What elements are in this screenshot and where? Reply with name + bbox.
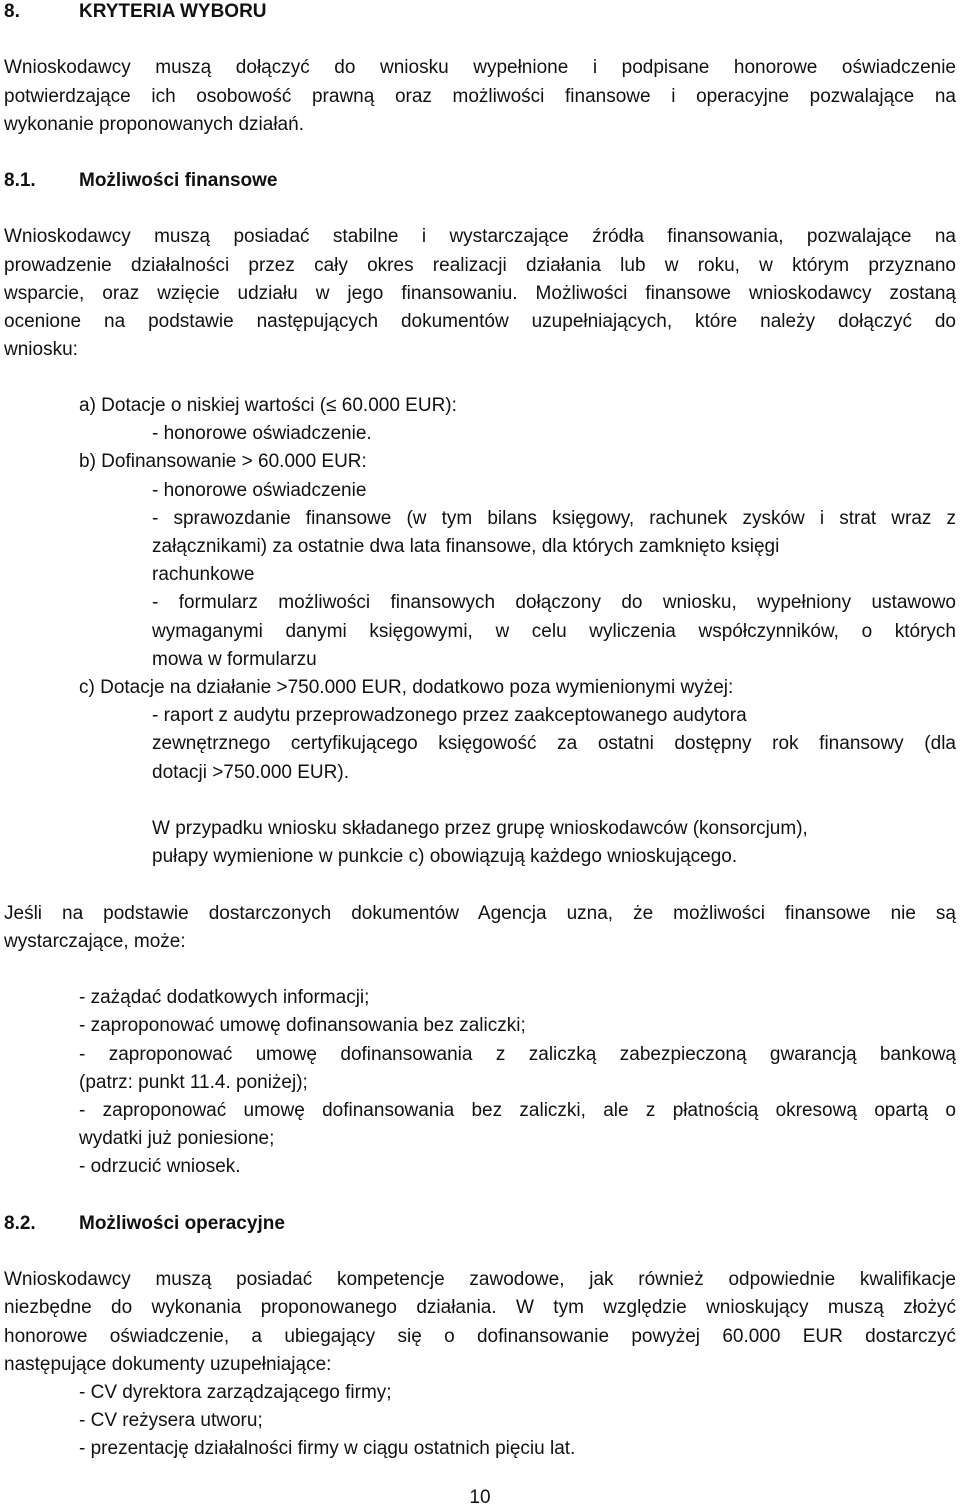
paragraph-line: Jeśli na podstawie dostarczonych dokumentów Agencja uzna, że możliwości finansowe nie są <box>4 903 956 924</box>
list-item: - odrzucić wniosek. <box>79 1156 241 1177</box>
page-number: 10 <box>469 1487 491 1508</box>
list-item: - honorowe oświadczenie. <box>152 423 372 444</box>
list-item: - honorowe oświadczenie <box>152 480 367 501</box>
paragraph-line: pułapy wymienione w punkcie c) obowiązują każdego wnioskującego. <box>152 846 738 867</box>
section-number: 8. <box>4 1 20 22</box>
paragraph-line: prowadzenie działalności przez cały okres realizacji działania lub w roku, w którym przyznano <box>4 255 956 276</box>
paragraph-line: ocenione na podstawie następujących dokumentów uzupełniających, które należy dołączyć do <box>4 311 956 332</box>
list-item: b) Dofinansowanie > 60.000 EUR: <box>79 451 367 472</box>
list-item: c) Dotacje na działanie >750.000 EUR, dodatkowo poza wymienionymi wyżej: <box>79 677 734 698</box>
paragraph-line: wystarczające, może: <box>4 931 186 952</box>
list-item: - formularz możliwości finansowych dołączony do wniosku, wypełniony ustawowo <box>152 592 956 613</box>
paragraph-line: Wnioskodawcy muszą dołączyć do wniosku wypełnione i podpisane honorowe oświadczenie <box>4 57 956 78</box>
paragraph-line: honorowe oświadczenie, a ubiegający się o dofinansowanie powyżej 60.000 EUR dostarczyć <box>4 1326 956 1347</box>
list-item: - sprawozdanie finansowe (w tym bilans księgowy, rachunek zysków i strat wraz z <box>152 508 956 529</box>
paragraph-line: następujące dokumenty uzupełniające: <box>4 1354 332 1375</box>
list-item: - zaproponować umowę dofinansowania z zaliczką zabezpieczoną gwarancją bankową <box>79 1044 956 1065</box>
list-item: - raport z audytu przeprowadzonego przez zaakceptowanego audytora <box>152 705 747 726</box>
section-title: KRYTERIA WYBORU <box>79 1 267 22</box>
list-item: - CV reżysera utworu; <box>79 1410 263 1431</box>
list-item: załącznikami) za ostatnie dwa lata finansowe, dla których zamknięto księgi <box>152 536 780 557</box>
list-item: - prezentację działalności firmy w ciągu ostatnich pięciu lat. <box>79 1438 576 1459</box>
subsection-number: 8.2. <box>4 1213 36 1234</box>
list-item: (patrz: punkt 11.4. poniżej); <box>79 1072 308 1093</box>
list-item: wydatki już poniesione; <box>79 1128 275 1149</box>
paragraph-line: Wnioskodawcy muszą posiadać stabilne i wystarczające źródła finansowania, pozwalające na <box>4 226 956 247</box>
list-item: zewnętrznego certyfikującego księgowość za ostatni dostępny rok finansowy (dla <box>152 733 956 754</box>
subsection-number: 8.1. <box>4 170 36 191</box>
list-item: rachunkowe <box>152 564 255 585</box>
list-item: - zaproponować umowę dofinansowania bez zaliczki; <box>79 1015 526 1036</box>
list-item: mowa w formularzu <box>152 649 317 670</box>
subsection-title: Możliwości operacyjne <box>79 1213 285 1234</box>
list-item: wymaganymi danymi księgowymi, w celu wyliczenia współczynników, o których <box>152 621 956 642</box>
subsection-title: Możliwości finansowe <box>79 170 278 191</box>
paragraph-line: potwierdzające ich osobowość prawną oraz możliwości finansowe i operacyjne pozwalające na <box>4 86 956 107</box>
paragraph-line: Wnioskodawcy muszą posiadać kompetencje zawodowe, jak również odpowiednie kwalifikacje <box>4 1269 956 1290</box>
paragraph-line: W przypadku wniosku składanego przez grupę wnioskodawców (konsorcjum), <box>152 818 808 839</box>
paragraph-line: wykonanie proponowanych działań. <box>4 114 304 135</box>
list-item: - zażądać dodatkowych informacji; <box>79 987 370 1008</box>
paragraph-line: niezbędne do wykonania proponowanego działania. W tym względzie wnioskujący muszą złożyć <box>4 1297 956 1318</box>
list-item: - zaproponować umowę dofinansowania bez zaliczki, ale z płatnością okresową opartą o <box>79 1100 956 1121</box>
list-item: a) Dotacje o niskiej wartości (≤ 60.000 EUR): <box>79 395 457 416</box>
paragraph-line: wniosku: <box>4 339 78 360</box>
list-item: dotacji >750.000 EUR). <box>152 762 349 783</box>
paragraph-line: wsparcie, oraz wzięcie udziału w jego finansowaniu. Możliwości finansowe wnioskodawcy zostaną <box>4 283 956 304</box>
list-item: - CV dyrektora zarządzającego firmy; <box>79 1382 392 1403</box>
